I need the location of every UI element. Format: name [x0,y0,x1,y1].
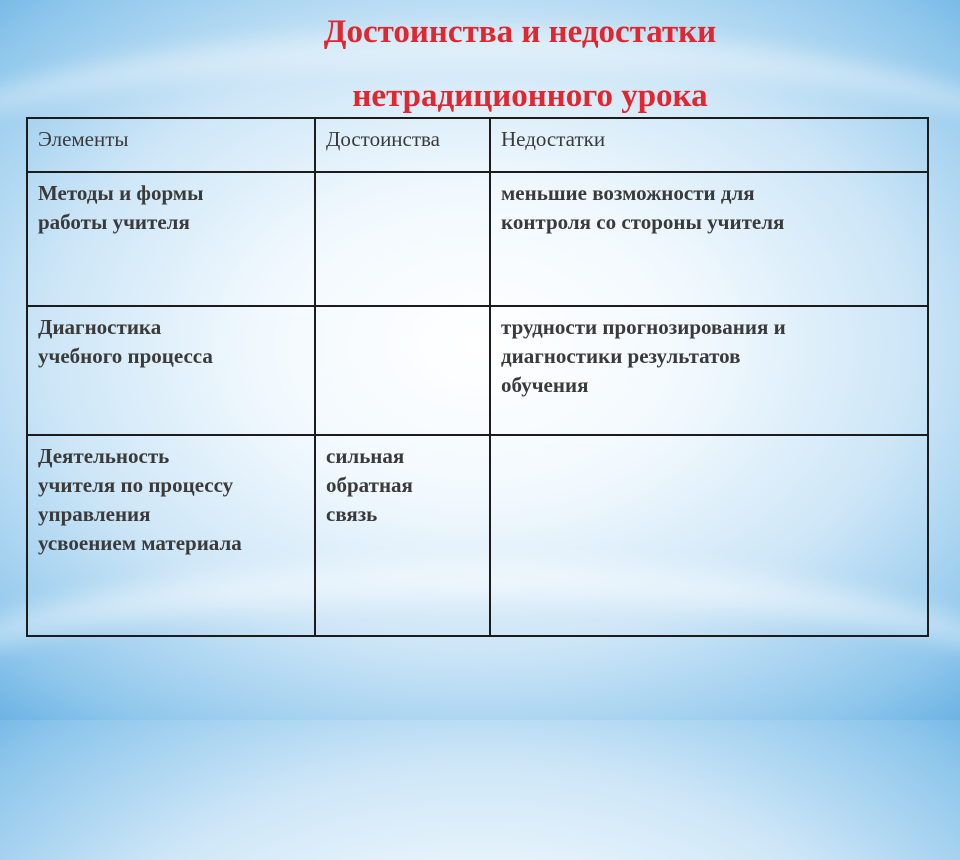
cell-disadvantages-text: трудности прогнозирования и диагностики результатов обучения [501,315,786,397]
cell-advantages [315,172,490,306]
cell-disadvantages [490,435,928,636]
header-advantages: Достоинства [315,118,490,172]
cell-disadvantages-text: меньшие возможности для контроля со стороны учителя [501,181,785,234]
slide-title-line-2: нетрадиционного урока [352,78,708,114]
table-row [27,306,928,435]
header-disadvantages: Недостатки [490,118,928,172]
cell-advantages [315,435,490,636]
table-header-row [27,118,928,172]
cell-advantages [315,306,490,435]
cell-element-text: Методы и формы работы учителя [38,181,204,234]
cell-element [27,306,315,435]
slide-title-line-1: Достоинства и недостатки [323,14,717,50]
cell-disadvantages [490,172,928,306]
table-row [27,172,928,306]
comparison-table [26,117,929,637]
cell-element-text: Диагностика учебного процесса [38,315,213,368]
cell-element [27,435,315,636]
header-elements: Элементы [27,118,315,172]
cell-advantages-text: сильная обратная связь [326,444,413,526]
table-row [27,435,928,636]
cell-element [27,172,315,306]
cell-element-text: Деятельность учителя по процессу управления усвоением материала [38,444,242,555]
cell-disadvantages [490,306,928,435]
